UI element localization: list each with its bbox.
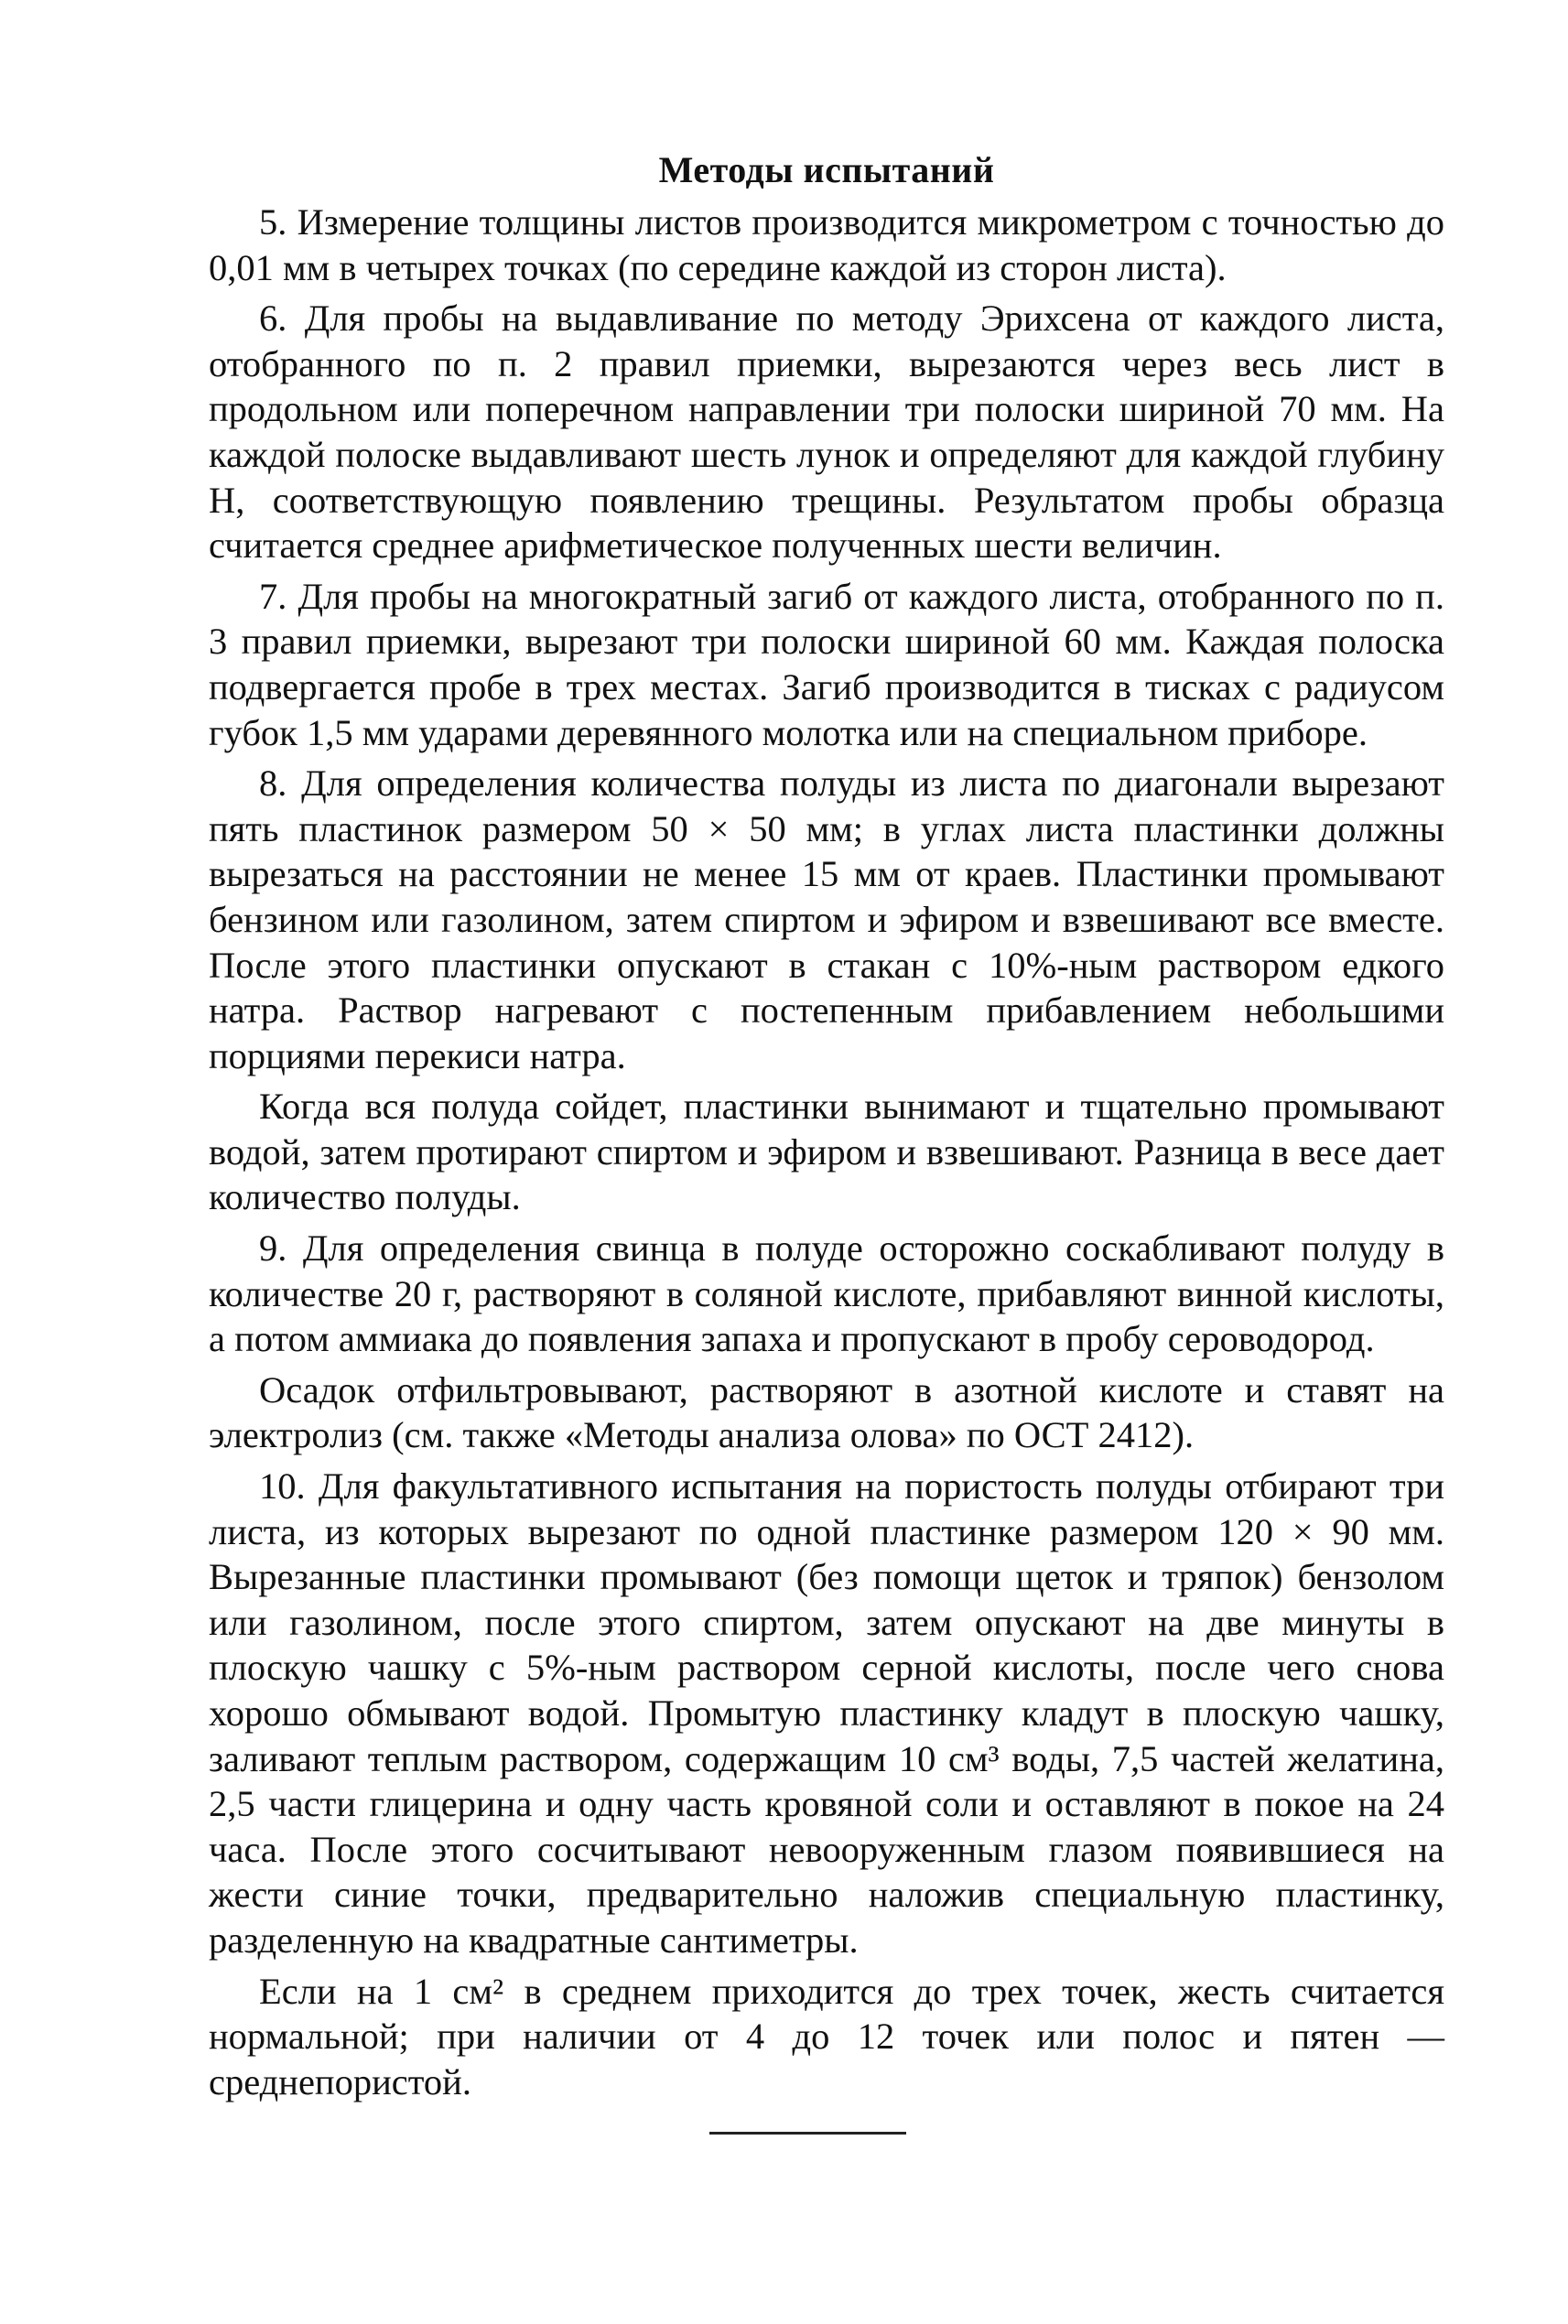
paragraph-item-6: 6. Для пробы на выдавливание по методу Эрихсена от каждого листа, отобранного по п. 2 правил приемки, вырезаются через весь лист в продольном или поперечном направлении три полоски шириной 70 мм. На каждой полоске выдавливают шесть лунок и определяют для каждой глубину H, соответствующую появлению трещины. Результатом пробы образца считается среднее арифметическое полученных шести величин. — [209, 297, 1444, 567]
paragraph-item-7: 7. Для пробы на многократный загиб от каждого листа, отобранного по п. 3 правил приемки, вырезают три полоски шириной 60 мм. Каждая полоска подвергается пробе в трех местах. Загиб производится в тисках с радиусом губок 1,5 мм ударами деревянного молотка или на специальном приборе. — [209, 575, 1444, 753]
end-rule-divider — [709, 2132, 906, 2135]
paragraph-item-10-continued: Если на 1 см² в среднем приходится до трех точек, жесть считается нормальной; при наличии от 4 до 12 точек или полос и пятен — среднепористой. — [209, 1970, 1444, 2102]
paragraph-item-8-continued: Когда вся полуда сойдет, пластинки вынимают и тщательно промывают водой, затем протирают спиртом и эфиром и взвешивают. Разница в весе дает количество полуды. — [209, 1086, 1444, 1218]
document-page — [209, 146, 1444, 2110]
paragraph-item-9-continued: Осадок отфильтровывают, растворяют в азотной кислоте и ставят на электролиз (см. также «Методы анализа олова» по ОСТ 2412). — [209, 1368, 1444, 1456]
paragraph-item-10: 10. Для факультативного испытания на пористость полуды отбирают три листа, из которых вырезают по одной пластинке размером 120 × 90 мм. Вырезанные пластинки промывают (без помощи щеток и тряпок) бензолом или газолином, после этого спиртом, затем опускают на две минуты в плоскую чашку с 5%-ным раствором серной кислоты, после чего снова хорошо обмывают водой. Промытую пластинку кладут в плоскую чашку, заливают теплым раствором, содержащим 10 см³ воды, 7,5 частей желатина, 2,5 части глицерина и одну часть кровяной соли и оставляют в покое на 24 часа. После этого сосчитывают невооруженным глазом появившиеся на жести синие точки, предварительно наложив специальную пластинку, разделенную на квадратные сантиметры. — [209, 1465, 1444, 1961]
paragraph-item-8: 8. Для определения количества полуды из листа по диагонали вырезают пять пластинок размером 50 × 50 мм; в углах листа пластинки должны вырезаться на расстоянии не менее 15 мм от краев. Пластинки промывают бензином или газолином, затем спиртом и эфиром и взвешивают все вместе. После этого пластинки опускают в стакан с 10%-ным раствором едкого натра. Раствор нагревают с постепенным прибавлением небольшими порциями перекиси натра. — [209, 762, 1444, 1076]
paragraph-item-5: 5. Измерение толщины листов производится микрометром с точностью до 0,01 мм в четырех точках (по середине каждой из сторон листа). — [209, 201, 1444, 288]
section-heading: Методы испытаний — [658, 149, 995, 190]
paragraph-item-9: 9. Для определения свинца в полуде осторожно соскабливают полуду в количестве 20 г, растворяют в соляной кислоте, прибавляют винной кислоты, а потом аммиака до появления запаха и пропускают в пробу сероводород. — [209, 1227, 1444, 1360]
